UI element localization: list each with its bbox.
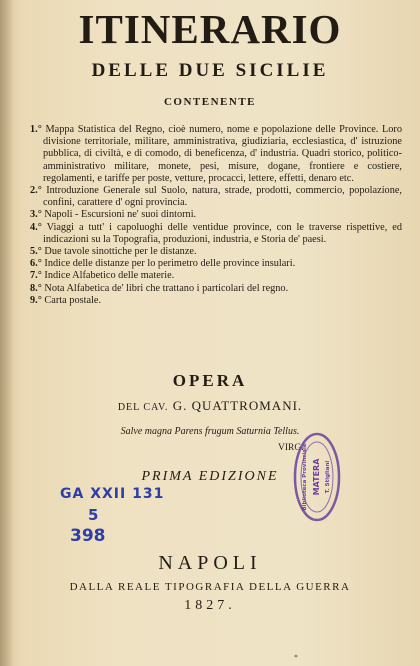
item-text: Indice delle distanze per lo perimetro delle province insulari. [44,258,296,270]
item-number: 7.° [30,270,42,282]
item-text: Indice Alfabetico delle materie. [44,270,175,282]
opera-label: OPERA [172,371,248,390]
contents-item [30,283,402,295]
item-text: Introduzione Generale sul Suolo, natura, strade, prodotti, commercio, popolazione, confini, carattere d' ogni provincia. [43,185,402,209]
author-name: G. QUATTROMANI. [172,398,303,413]
motto-source: VIRG. [278,443,304,453]
imprint-year: 1827. [184,598,236,613]
item-text: Nota Alfabetica de' libri che trattano i particolari del regno. [44,282,289,294]
book-subtitle: DELLE DUE SICILIE [91,60,329,81]
item-text: Viaggi a tutt' i capoluoghi delle ventidue province, con le traverse rispettive, ed indicazioni su la Topografia, produzioni, industria, e Storia de' paesi. [43,221,403,245]
item-number: 9.° [30,294,42,306]
contents-item [30,258,402,270]
item-number: 4.° [30,221,42,233]
item-number: 5.° [30,246,42,258]
item-number: 8.° [30,282,42,294]
contents-item [30,270,402,282]
contents-item [30,185,402,209]
shelfmark-line-1: GA XXII 131 [60,486,165,502]
item-number: 2.° [30,185,42,197]
item-text: Mappa Statistica del Regno, cioè numero, nome e popolazione delle Province. Loro divisione territoriale, militare, amministrativa, giudiziaria, ecclesiastica, d' istruzione pubblica, di civiltà, e di comodo, di beneficenza, d' industria. Quadri storico, politico-amministrativo militare, monete, pesi, misure, dogane, frontiere e costiere, regolamenti, e tariffe per poste, vetture, procacci, lettere, effetti, denaro etc. [43,124,402,184]
edition-label: PRIMA EDIZIONE [141,469,279,484]
stamp-line-2: MATERA [312,458,321,496]
contents-list [30,124,402,307]
author-prefix: DEL CAV. [117,402,169,413]
shelfmark-line-3: 398 [70,526,106,546]
item-text: Due tavole sinottiche per le distanze. [44,246,197,258]
item-number: 6.° [30,258,42,270]
contents-heading: CONTENENTE [163,96,257,108]
imprint-city: NAPOLI [158,552,262,574]
item-text: Carta postale. [44,294,102,306]
contents-item [30,246,402,258]
contents-item [30,124,402,185]
book-title: ITINERARIO [78,6,342,52]
item-text: Napoli - Escursioni ne' suoi dintorni. [44,209,197,221]
shelfmark-line-2: 5 [88,506,99,524]
imprint-printer: DALLA REALE TIPOGRAFIA DELLA GUERRA [69,581,351,593]
stamp-line-3: T. Stigliani [325,460,331,494]
author-line [0,398,420,416]
library-stamp [292,431,342,523]
item-number: 1.° [30,124,42,135]
stamp-line-1: Biblioteca Provinciale [302,443,308,511]
contents-item [30,209,402,221]
margin-mark: * [294,653,298,662]
item-number: 3.° [30,209,42,221]
contents-item [30,222,402,246]
contents-item [30,295,402,307]
motto: Salve magna Parens frugum Saturnia Tellus. [120,426,300,437]
